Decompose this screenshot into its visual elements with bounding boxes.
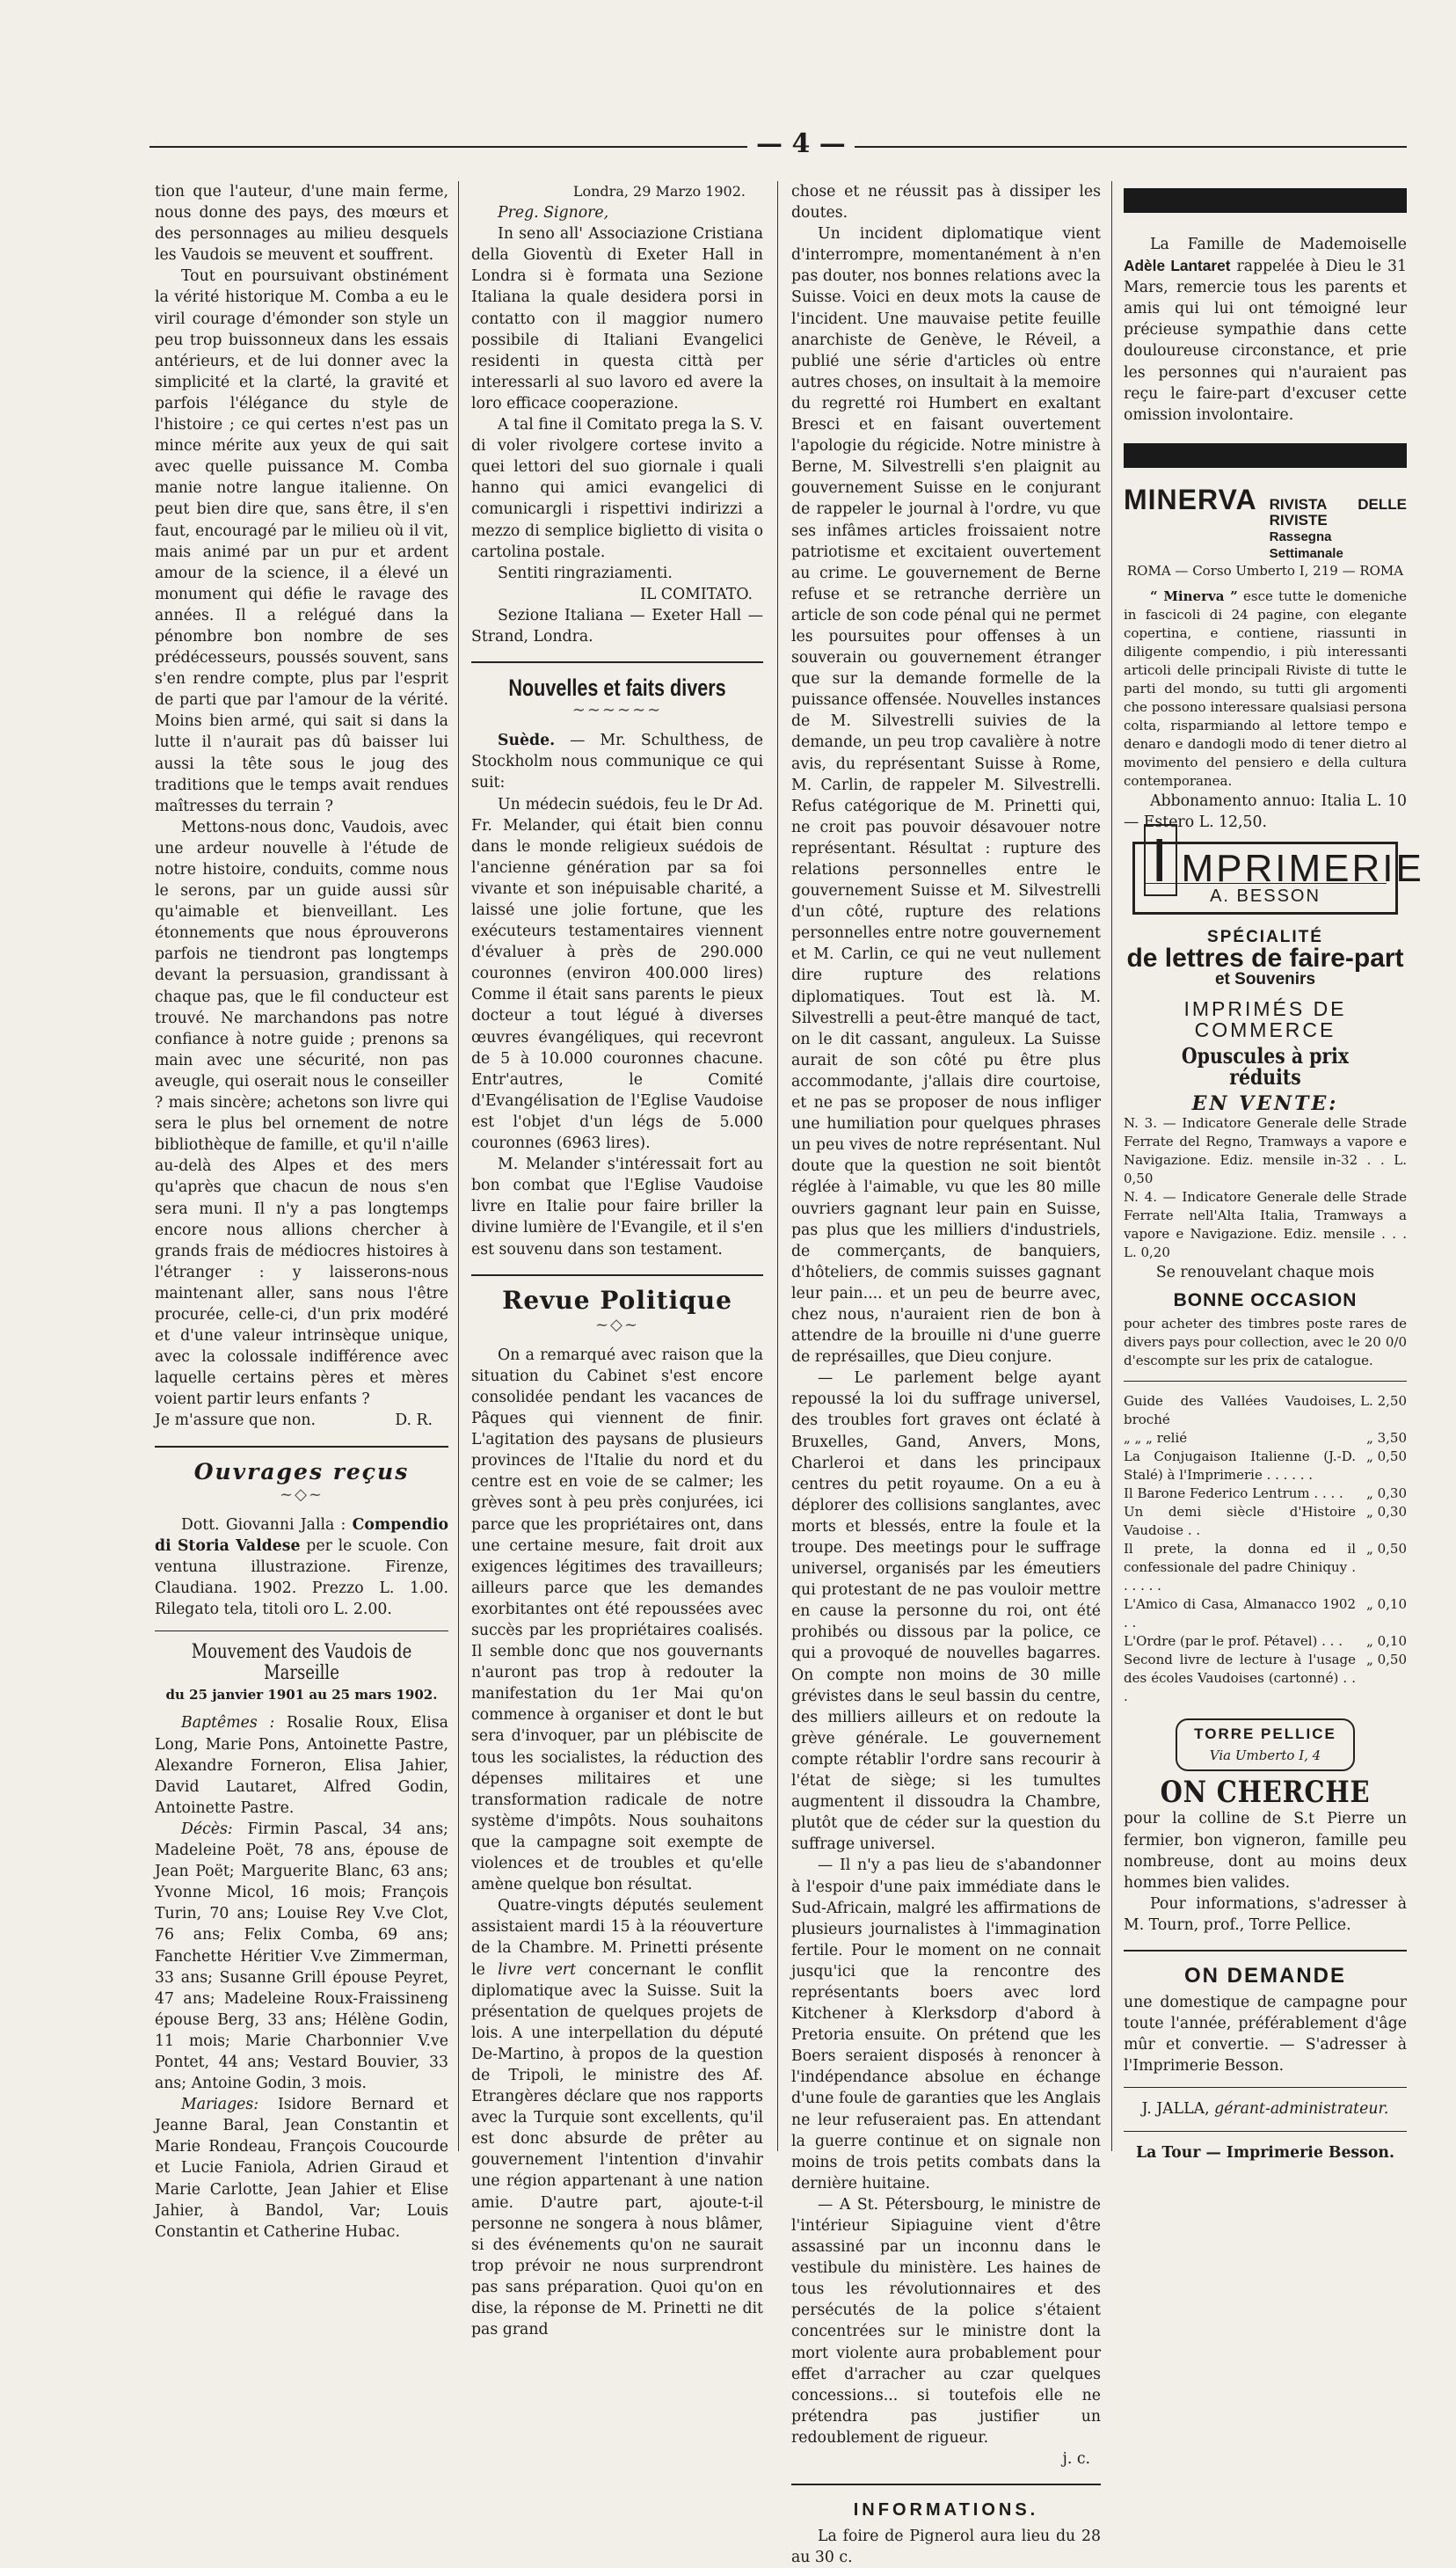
- price-item: L'Ordre (par le prof. Pétavel) . . .: [1124, 1633, 1343, 1650]
- price-item: Second livre de lecture à l'usage des écoles Vaudoises (cartonné) . . .: [1124, 1652, 1356, 1705]
- closing-text: Je m'assure que non.: [155, 1412, 317, 1430]
- price-value: „ 0,50: [1366, 1448, 1407, 1465]
- text: “ Minerva ”: [1150, 587, 1238, 604]
- paragraph: La foire de Pignerol aura lieu du 28 au 30 c.: [791, 2528, 1101, 2567]
- imprimes: IMPRIMÉS DE COMMERCE: [1183, 996, 1347, 1041]
- gerant-title: gérant-administrateur.: [1209, 2100, 1389, 2119]
- book-details: per le scuole. Con ventuna illustrazione. Firenze, Claudiana. 1902. Prezzo L. 1.00. Rilegato tela, titoli oro L. 2.00.: [155, 1536, 448, 1619]
- column-divider: [1111, 181, 1112, 2151]
- price-value: „ 0,10: [1366, 1596, 1407, 1613]
- price-item: Il prete, la donna ed il confessionale del padre Chiniquy . . . . . .: [1124, 1541, 1356, 1594]
- text: La Famille de Mademoiselle: [1150, 236, 1407, 253]
- flourish-ornament: ~◇~: [279, 1485, 324, 1504]
- opuscules: Opuscules à prix réduits: [1181, 1042, 1350, 1090]
- page-number: — 4 —: [747, 128, 855, 159]
- price-value: „ 0,10: [1366, 1633, 1407, 1650]
- minerva-address: ROMA — Corso Umberto I, 219 — ROMA: [1126, 562, 1404, 579]
- printer-title: [1144, 826, 1424, 895]
- black-bar: [1124, 443, 1407, 468]
- printer-logo: [1132, 826, 1424, 915]
- paragraph: [1124, 587, 1407, 791]
- column-4: [1124, 181, 1424, 2163]
- price-row: [1124, 1632, 1407, 1651]
- paragraph: pour la colline de S.t Pierre un fermier, bon vigneron, famille peu nombreuse, dont au moins deux hommes bien valides.: [1124, 1810, 1407, 1892]
- price-value: „ 0,30: [1366, 1485, 1407, 1502]
- signature: D. R.: [395, 1412, 433, 1430]
- paragraph: [155, 2094, 448, 2243]
- price-row: [1124, 1540, 1407, 1595]
- paragraph: On a remarqué avec raison que la situation du Cabinet s'est encore consolidée pendant les vacances de Pâques qui viennent de finir. L'agitation des paysans de plusieurs provinces de l'Italie du nord et du centre est en voie de se calmer; les grèves sont à peu près conjurées, ici parce que les propriétaires ont, dans une certaine mesure, fait droit aux exigences légitimes des travailleurs; ailleurs parce que les demandes exorbitantes ont été repoussées avec succès par les propriétaires coalisés. Il semble donc que nos gouvernants n'auront pas trop à redouter la manifestation du 1er Mai qu'on commence à organiser et dont le but sera d'invoquer, par un plébiscite de tous les socialistes, la réduction des dépenses militaires et une transformation radicale de notre système d'impôts. Nous souhaitons que la campagne soit exempte de violences et de troubles et qu'elle amène quelque bon résultat.: [471, 1346, 763, 1894]
- label: Mariages:: [181, 2096, 259, 2114]
- price-item: Guide des Vallées Vaudoises, broché: [1124, 1393, 1356, 1428]
- text: esce tutte le domeniche in fascicoli di 24 pagine, con elegante copertina, e contiene, riassunti in diligente compendio, i più interessanti articoli delle principali Riviste di tutte le parti del mondo, su tutti gli argomenti che possono interessare qualsiasi persona colta, risparmiando al lettore tempo e denaro e dandogli modo di tener dietro al movimento del pensiero e della cultura contemporanea.: [1124, 587, 1407, 789]
- tagline-1: RIVISTA DELLE RIVISTE: [1269, 495, 1407, 529]
- price-row: [1124, 1485, 1407, 1503]
- text: rappelée à Dieu le 31 Mars, remercie tous les parents et amis qui lui ont témoigné leur précieuse sympathie dans cette douloureuse circonstance, et prie les personnes qui n'auraient pas reçu le faire-part d'excuser cette omission involontaire.: [1124, 258, 1407, 424]
- label: Baptêmes :: [181, 1714, 275, 1733]
- se-renouvelant: Se renouvelant chaque mois: [1155, 1263, 1375, 1281]
- paragraph: Un médecin suédois, feu le Dr Ad. Fr. Melander, qui était bien connu dans le monde religieux suédois de l'ancienne génération par sa foi vivante et son inépuisable charité, a laissé une jolie fortune, que les exécuteurs testamentaires viennent d'évaluer à près de 290.000 couronnes (environ 400.000 lires) Comme il était sans parents le pieux docteur a tout légué à diverses œuvres évangéliques, qui recevront de 5 à 10.000 couronnes chacune. Entr'autres, le Comité d'Evangélisation de l'Eglise Vaudoise est l'objet d'un légs de 5.000 couronnes (6963 lires).: [471, 795, 763, 1153]
- paragraph: M. Melander s'intéressait fort au bon combat que l'Eglise Vaudoise livre en Italie pour faire briller la divine lumière de l'Evangile, et il s'en est souvenu dans son testament.: [471, 1156, 763, 1258]
- name: Adèle Lantaret: [1124, 257, 1231, 275]
- label: Suède.: [498, 732, 556, 750]
- minerva-tagline: [1270, 497, 1407, 562]
- title: MPRIMERIE: [1181, 847, 1424, 891]
- column-3: [791, 181, 1101, 2568]
- listing: N. 3. — Indicatore Generale delle Strade Ferrate del Regno, Tramways a vapore e Navigazione. Ediz. mensile in-32 . . L. 0,50: [1124, 1114, 1407, 1186]
- paragraph: une domestique de campagne pour toute l'année, préférablement d'âge mûr et convertie. — S'adresser à l'Imprimerie Besson.: [1124, 1994, 1407, 2076]
- column-divider: [777, 181, 778, 2151]
- paragraph: [471, 1895, 763, 2340]
- column-2: [471, 181, 763, 2340]
- salutation: [471, 202, 763, 223]
- city-address: Via Umberto I, 4: [1209, 1747, 1321, 1764]
- signature: j. c.: [1062, 2450, 1090, 2469]
- paragraph: Sentiti ringraziamenti.: [498, 564, 673, 582]
- price-item: Un demi siècle d'Histoire Vaudoise . .: [1124, 1504, 1356, 1539]
- divider: [791, 2484, 1101, 2485]
- section-title: Revue Politique: [502, 1285, 732, 1315]
- label: Décès:: [181, 1820, 233, 1838]
- paragraph: tion que l'auteur, d'une main ferme, nous donne des pays, des mœurs et des personnages au milieu desquels les Vaudois se meuvent et souffrent.: [155, 183, 448, 265]
- divider: [471, 661, 763, 663]
- author: Dott. Giovanni Jalla :: [181, 1515, 353, 1534]
- price-item: „ „ „ relié: [1124, 1430, 1188, 1447]
- paragraph: In seno all' Associazione Cristiana della Gioventù di Exeter Hall in Londra si è formata una Sezione Italiana la quale desidera porsi in contatto con il maggior numero possibile di Italiani Evangelici residenti in questa città per interessarli al suo lavoro ed avere la loro efficace cooperazione.: [471, 225, 763, 412]
- flourish-ornament: ~◇~: [594, 1315, 639, 1334]
- letter-date: Londra, 29 Marzo 1902.: [572, 183, 746, 200]
- en-vente: EN VENTE:: [1191, 1091, 1339, 1115]
- price-row: [1124, 1448, 1407, 1485]
- initial: I: [1144, 824, 1177, 896]
- city: TORRE PELLICE: [1194, 1725, 1336, 1743]
- minerva-name: MINERVA: [1124, 483, 1257, 515]
- paragraph: Mettons-nous donc, Vaudois, avec une ardeur nouvelle à l'étude de notre histoire, conduits, comme nous le serons, par un guide aussi sûr qu'aimable et bienveillant. Les étonnements que nous éprouverons parfois ne tiendront pas longtemps devant la persuasion, grandissant à chaque pas, que le fil conducteur est trouvé. Ne marchandons pas notre confiance à notre guide ; prenons sa main avec une sécurité, non pas aveugle, qui oserait nous le conseiller ? mais sincère; achetons son livre qui sera le plus bel ornement de notre bibliothèque de famille, et qu'il n'aille au-delà des Alpes et des mers qu'après que chacun de nous s'en sera muni. Il n'y a pas longtemps encore nous allions chercher à grands frais de médiocres histoires à l'étranger : y laisserons-nous maintenant aller, sans nous l'être procurée, celle-ci, d'un prix modéré et d'une valeur intrinsèque unique, avec la colossale indifférence avec laquelle certains pères et mères voient partir leurs enfants ?: [155, 818, 448, 1409]
- city-box: [1176, 1718, 1355, 1771]
- price-item: Il Barone Federico Lentrum . . . .: [1124, 1485, 1343, 1502]
- section-title: Ouvrages reçus: [193, 1458, 410, 1485]
- price-item: La Conjugaison Italienne (J.-D. Stalé) à l'Imprimerie . . . . . .: [1124, 1448, 1356, 1484]
- price-row: [1124, 1429, 1407, 1448]
- paragraph: chose et ne réussit pas à dissiper les doutes.: [791, 183, 1101, 223]
- on-demande: ON DEMANDE: [1183, 1964, 1346, 1988]
- paragraph: [471, 730, 763, 793]
- gerant: [1124, 2098, 1407, 2119]
- price-value: „ 0,50: [1366, 1652, 1407, 1668]
- price-value: „ 3,50: [1366, 1430, 1407, 1447]
- souvenirs: et Souvenirs: [1214, 970, 1316, 989]
- paragraph: [155, 1819, 448, 2094]
- paragraph: — A St. Pétersbourg, le ministre de l'intérieur Sipiaguine vient d'être assassiné par un inconnu dans le vestibule du ministère. Les haines de tous les révolutionnaires et des persécutés de la police s'étaient concentrées sur le ministre dont la mort violente aura probablement pour effet d'arracher au czar quelques concessions... si toutefois elle ne prétendra pas justifier un redoublement de rigueur.: [791, 2195, 1101, 2447]
- price-list: [1124, 1392, 1407, 1706]
- divider: [1124, 1381, 1407, 1382]
- paragraph: Un incident diplomatique vient d'interrompre, momentanément à n'en pas douter, nos bonnes relations avec la Suisse. Voici en deux mots la cause de l'incident. Une mauvaise petite feuille anarchiste de Genève, le Réveil, a publié une série d'articles où entre autres choses, on insultait à la memoire du regretté roi Humbert en exaltant Bresci et en faisant ouvertement l'apologie du régicide. Notre ministre à Berne, M. Silvestrelli s'en plaignit au gouvernement Suisse en le conjurant de rappeler le journal à l'ordre, vu que ses infâmes articles froissaient notre patriotisme et excitaient ouvertement au crime. Le gouvernement de Berne refuse et se retranche derrière un article de son code pénal qui ne permet les poursuites pour offenses à un souverain ou gouvernement étranger que sur la demande formelle de la puissance offensée. Nouvelles instances de M. Silvestrelli suivies de la demande, un peu trop cavalière à notre avis, du représentant Suisse à Rome, M. Carlin, de rappeler M. Silvestrelli. Refus catégorique de M. Prinetti qui, ne croit pas pouvoir désavouer notre représentant. Résultat : rupture des relations personnelles entre le gouvernement Suisse et M. Silvestrelli d'un côté, rupture des relations personnelles entre notre gouvernement et M. Carlin, ce qui ne veut nullement dire rupture des relations diplomatiques. Tout est là. M. Silvestrelli a peut-être manqué de tact, on le dit cassant, anguleux. La Suisse aurait de son côté pu être plus accommodante, j'allais dire courtoise, et ne pas se proposer de nous infliger une humiliation pour quelques phrases un peu vives de notre représentant. Nul doute que la question ne soit bientôt réglée à l'aimable, vu que les 80 mille ouvriers gagnant leur pain en Suisse, pas plus que les milliers d'industriels, de commerçants, de banquiers, d'hôteliers, de commis suisses gagnant leur pain.... et un peu de beurre avec, chez nous, n'auraient rien de bon à attendre de la brouille ni d'une guerre de représailles, que Dieu conjure.: [791, 225, 1101, 1367]
- price-row: [1124, 1392, 1407, 1429]
- price-row: [1124, 1595, 1407, 1632]
- price-item: L'Amico di Casa, Almanacco 1902 . .: [1124, 1596, 1356, 1631]
- imprint: La Tour — Imprimerie Besson.: [1136, 2143, 1394, 2162]
- text: concernant le conflit diplomatique avec la Suisse. Suit la présentation de quelques projets de lois. A une interpellation du député De-Martino, à propos de la question de Tripoli, le ministre des Af. Etrangères déclare que nos rapports avec la Turquie sont excellents, qu'il est donc absurde de prêter au gouvernement l'intention d'invahir une région appartenant à une nation amie. D'autre part, ajoute-t-il personne ne songera à nous blâmer, si des événements qu'on ne saurait trop prévoir ne nous surprendront pas sans préparation. Quoi qu'on en dise, la réponse de M. Prinetti ne dit pas grand: [471, 1960, 763, 2339]
- price-row: [1124, 1651, 1407, 1706]
- column-divider: [458, 181, 459, 2151]
- paragraph: Sezione Italiana — Exeter Hall — Strand, Londra.: [471, 606, 763, 646]
- signature: IL COMITATO.: [640, 585, 753, 603]
- section-title: Mouvement des Vaudois de Marseille: [191, 1641, 412, 1685]
- specialite: SPÉCIALITÉ: [1207, 928, 1323, 947]
- paragraph: — Il n'y a pas lieu de s'abandonner à l'espoir d'une paix immédiate dans le Sud-Africain, malgré les affirmations de plusieurs journalistes à l'immagination fertile. Pour le moment on ne connait jusqu'ici que la rencontre des représentants boers avec lord Kitchener à Klerksdorp d'abord à Pretoria ensuite. On prétend que les Boers seraient disposés à renoncer à l'indépendance absolue en échange d'une foule de garanties que les Anglais ne leur refuseraient pas. En attendant la guerre continue et on signale non moins de trois petits combats dans la dernière huitaine.: [791, 1857, 1101, 2192]
- faire-part: de lettres de faire-part: [1126, 944, 1404, 974]
- printer-name: A. BESSON: [1144, 883, 1387, 907]
- paragraph: [155, 1712, 448, 1818]
- divider: [155, 1446, 448, 1448]
- text: Isidore Bernard et Jeanne Baral, Jean Constantin et Marie Rondeau, François Coucourde et Lucie Faniola, Adrien Giraud et Marie Carlotte, Jean Jahier et Elise Jahier, à Bandol, Var; Louis Constantin et Catherine Hubac.: [155, 2096, 448, 2241]
- signature-line: [155, 1410, 448, 1431]
- section-title: INFORMATIONS.: [853, 2500, 1039, 2521]
- text: Rosalie Roux, Elisa Long, Marie Pons, Antoinette Pastre, Alexandre Forneron, Elisa Jahier, David Lautaret, Alfred Godin, Antoinette Pastre.: [155, 1714, 448, 1817]
- paragraph: pour acheter des timbres poste rares de divers pays pour collection, avec le 20 0/0 d'escompte sur les prix de catalogue.: [1124, 1316, 1407, 1369]
- bonne-occasion: BONNE OCCASION: [1173, 1290, 1358, 1311]
- listing: N. 4. — Indicatore Generale delle Strade Ferrate nell'Alta Italia, Tramways a vapore e Navigazione. Ediz. mensile . . . L. 0,20: [1124, 1188, 1407, 1260]
- divider: [1124, 1950, 1407, 1952]
- section-title: Nouvelles et faits divers: [508, 675, 726, 702]
- black-bar: [1124, 188, 1407, 213]
- text: Quatre-vingts députés seulement assistaient mardi 15 à la réouverture de la Chambre. M. Prinetti présente le: [471, 1897, 763, 1979]
- paragraph: [155, 1514, 448, 1620]
- price-value: „ 0,50: [1366, 1541, 1407, 1558]
- paragraph: Pour informations, s'adresser à M. Tourn, prof., Torre Pellice.: [1124, 1894, 1407, 1934]
- text: Preg. Signore,: [498, 204, 609, 223]
- price-row: [1124, 1503, 1407, 1540]
- text: — Mr. Schulthess, de Stockholm nous communique ce qui suit:: [471, 732, 763, 792]
- paragraph: Abbonamento annuo: Italia L. 10 — Estero L. 12,50.: [1124, 792, 1407, 831]
- gerant-name: J. JALLA,: [1141, 2100, 1210, 2119]
- paragraph: A tal fine il Comitato prega la S. V. di voler rivolgere cortese invito a quei lettori del suo giornale i quali hanno qui amici evangelici di comunicargli i rispettivi indirizzi a mezzo di semplice biglietto di visita o cartolina postale.: [471, 416, 763, 561]
- section-subtitle: du 25 janvier 1901 au 25 mars 1902.: [165, 1687, 438, 1703]
- divider: [1124, 2131, 1407, 2132]
- price-value: „ 0,30: [1366, 1504, 1407, 1521]
- paragraph: — Le parlement belge ayant repoussé la loi du suffrage universel, des troubles fort graves ont éclaté à Bruxelles, Gand, Anvers, Mons, Charleroi et dans les principaux centres du petit royaume. On a eu à déplorer des collisions sanglantes, avec morts et blessés, entre la foule et la troupe. Des meetings pour le suffrage universel, organisés par les émeutiers qui protestant de ne pas vouloir mettre en cause la personne du roi, ont été prohibés ou dissous par la police, ce qui a provoqué de nouvelles bagarres. On compte non moins de 30 mille grévistes dans le seul bassin du centre, des milliers ailleurs et on redoute la grève générale. Le gouvernement compte rétablir l'ordre sans recourir à l'état de siège; si les tumultes augmentent il dissoudra la Chambre, plutôt que de céder sur la question du suffrage universel.: [791, 1369, 1101, 1854]
- divider: [471, 1274, 763, 1276]
- column-1: [155, 181, 448, 2243]
- text: livre vert: [498, 1960, 577, 1979]
- book-title: Compendio di Storia Valdese: [155, 1515, 448, 1555]
- on-cherche: ON CHERCHE: [1160, 1775, 1371, 1811]
- tagline-2: Rassegna Settimanale: [1269, 529, 1343, 561]
- paragraph: [1124, 234, 1407, 426]
- price-value: L. 2,50: [1360, 1393, 1407, 1410]
- text: Firmin Pascal, 34 ans; Madeleine Poët, 78 ans, épouse de Jean Poët; Marguerite Blanc, 63 ans; Yvonne Micol, 16 mois; François Turin, 70 ans; Louise Rey V.ve Clot, 76 ans; Felix Comba, 69 ans; Fanchette Héritier V.ve Zimmerman, 33 ans; Susanne Grill épouse Peyret, 47 ans; Madeleine Roux-Fraissineng épouse Berg, 33 ans; Hélène Godin, 11 mois; Marie Charbonnier V.ve Pontet, 44 ans; Vestard Bouvier, 33 ans; Antoine Godin, 3 mois.: [155, 1820, 448, 2093]
- paragraph: Tout en poursuivant obstinément la vérité historique M. Comba a eu le viril courage d'émonder son style un peu trop buissonneux dans les essais antérieurs, et de lui donner avec la simplicité et la clarté, la gravité et parfois l'élégance du style de l'histoire ; ce qui certes n'est pas un mince mérite aux yeux de qui sait avec quelle puissance M. Comba manie notre langue italienne. On peut bien dire que, sans être, il s'en faut, encouragé par le milieu où il vit, mais animé par un pur et ardent amour de la science, il a élevé un monument qui défie le ravage des années. Il a relégué dans la pénombre bon nombre de ses prédécesseurs, poussés souvent, sans s'en rendre compte, plus par l'esprit de parti que par l'amour de la vérité. Moins bien armé, qui sait si dans la lutte il n'aurait pas dû baisser lui aussi la tête sous le joug des traditions que le temps avait rendues maîtresses du terrain ?: [155, 267, 448, 815]
- divider: [1124, 2087, 1407, 2088]
- flourish-ornament: ∼∼∼∼∼∼: [571, 701, 663, 720]
- minerva-header: [1124, 483, 1407, 562]
